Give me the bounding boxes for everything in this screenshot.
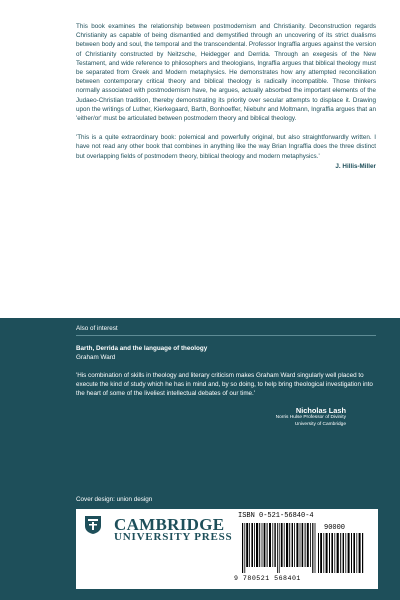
publisher-name-line-1: CAMBRIDGE: [114, 515, 225, 534]
cambridge-crest-icon: [84, 515, 102, 535]
price-code: 90000: [324, 524, 346, 532]
cambridge-university-press-logo: [114, 515, 233, 544]
isbn-barcode-icon: [242, 523, 316, 573]
price-barcode-icon: [318, 533, 364, 573]
review-attribution: J. Hillis-Miller: [335, 162, 376, 170]
related-book-quote: 'His combination of skills in theology and literary criticism makes Graham Ward singularly well placed to execute the kind of study which he has in mind and, by so doing, to help bring theological investigation into the heart of some of the liveliest intellectual debates of our time.': [76, 371, 373, 398]
also-of-interest-column: [76, 324, 376, 428]
publisher-barcode-box: [76, 509, 378, 589]
attribution-title-1: Norris Hulse Professor of Divinity: [275, 415, 346, 421]
isbn-label: ISBN 0-521-56840-4: [238, 512, 314, 520]
related-quote-attribution: [76, 406, 346, 428]
attribution-title-2: University of Cambridge: [294, 421, 346, 427]
review-quote: 'This is a quite extraordinary book: polemical and powerfully original, but also straightforwardly written. I have not read any other book that combines in anything like the way Brian Ingraffia does the three distinct but overlapping fields of postmodern theory, biblical theology and modern metaphysics.': [76, 134, 376, 160]
cover-design-credit: Cover design: union design: [76, 496, 153, 503]
related-book-title: Barth, Derrida and the language of theology: [76, 345, 208, 353]
blurb-column: [76, 22, 376, 171]
divider: [76, 335, 376, 336]
attribution-name: Nicholas Lash: [295, 406, 346, 416]
book-blurb: This book examines the relationship between postmodernism and Christianity. Deconstruction regards Christianity as capable of being dismantled and demystified through an uncovering of its strict dualisms between body and soul, the temporal and the transcendental. Professor Ingraffia argues against the version of Christianity constructed by Neitzsche, Heidegger and Derrida. Through an exegesis of the New Testament, and wide reference to philosophers and theologians, Ingraffia argues that biblical theology must be separated from Greek and Modern metaphysics. He demonstrates how any attempted reconciliation between contemporary critical theory and biblical theology is radically incompatible. Those thinkers normally associated with postmodernism have, he argues, actually absorbed the important elements of the Judaeo-Christian tradition, thereby demonstrating its priority over secular attempts to displace it. Drawing upon the writings of Luther, Kierkegaard, Barth, Bonhoeffer, Niebuhr and Moltmann, Ingraffia argues that an 'either/or' must be articulated between postmodern theory and biblical theology.: [76, 23, 376, 123]
also-of-interest-label: Also of interest: [76, 325, 118, 332]
barcode-digits: 9 780521 568401: [234, 575, 301, 582]
back-cover-bottom-panel: [0, 318, 400, 600]
publisher-name-line-2: UNIVERSITY PRESS: [114, 531, 233, 543]
related-book-author: Graham Ward: [76, 354, 116, 362]
